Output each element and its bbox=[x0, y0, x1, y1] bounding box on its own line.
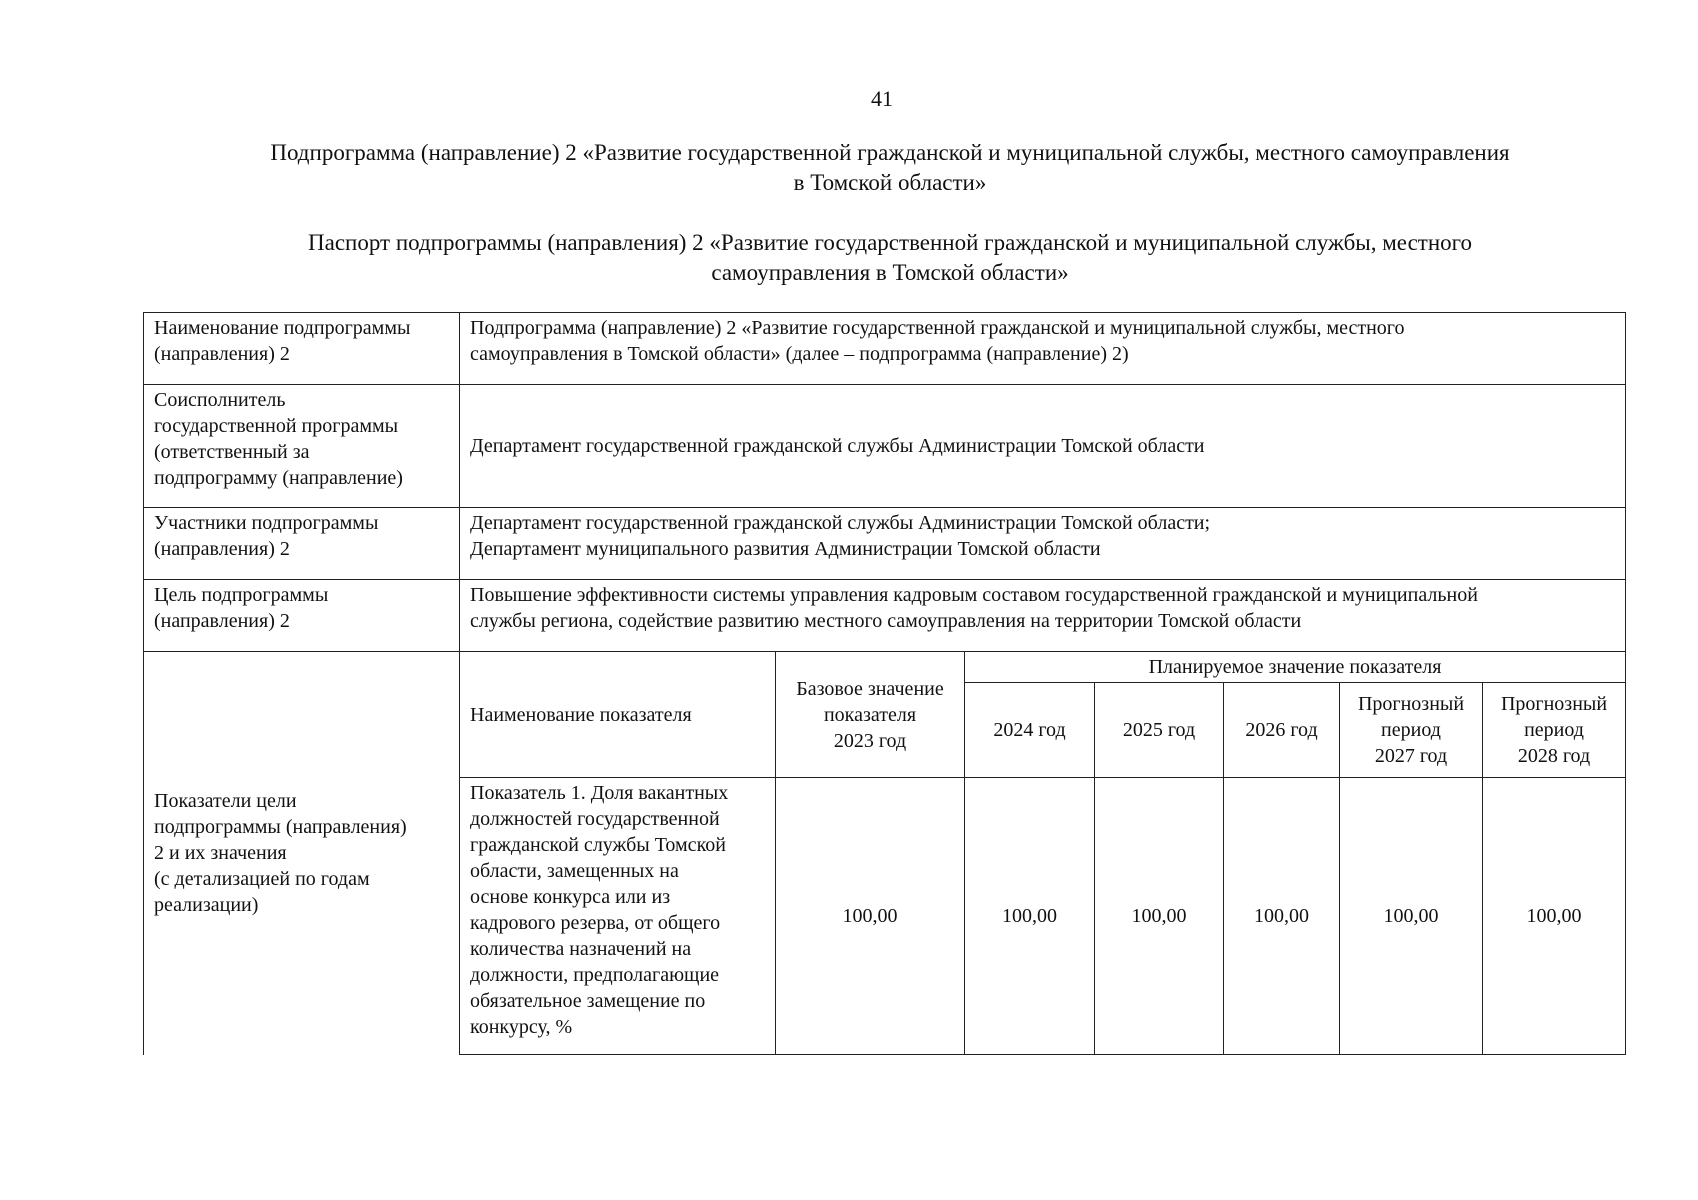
name-label-line: Наименование подпрограммы bbox=[154, 317, 411, 339]
indicator-1-name-line: конкурсу, % bbox=[470, 1016, 573, 1038]
participants-value-cell bbox=[460, 508, 1626, 580]
name-label-line: (направления) 2 bbox=[154, 343, 290, 365]
indicator-1-value-2026: 100,00 bbox=[1224, 778, 1340, 1055]
coexecutor-label-line: подпрограмму (направление) bbox=[154, 467, 403, 489]
passport-title bbox=[150, 228, 1630, 288]
coexecutor-label-line: Соисполнитель bbox=[154, 389, 286, 411]
goal-value-line: службы региона, содействие развитию местного самоуправления на территории Томской области bbox=[470, 610, 1302, 632]
forecast-2028-header-line: Прогнозный bbox=[1500, 693, 1608, 715]
page-number: 41 bbox=[871, 86, 893, 111]
table-row-name bbox=[144, 313, 1626, 385]
goal-label-line: (направления) 2 bbox=[154, 610, 290, 632]
subprogram-heading-line-2: в Томской области» bbox=[793, 170, 987, 195]
forecast-2027-header-line: период bbox=[1381, 719, 1441, 741]
indicator-1-name-line: обязательное замещение по bbox=[470, 990, 706, 1012]
subprogram-heading bbox=[150, 138, 1630, 198]
indicator-1-name-line: должности, предполагающие bbox=[470, 964, 720, 986]
indicator-1-name-line: количества назначений на bbox=[470, 938, 692, 960]
indicator-1-value-2025: 100,00 bbox=[1095, 778, 1224, 1055]
indicators-label-line: Показатели цели bbox=[154, 790, 297, 813]
year-2026-header: 2026 год bbox=[1224, 683, 1340, 778]
coexecutor-label-cell bbox=[144, 385, 460, 508]
table-row-indicators-header bbox=[144, 652, 1626, 683]
passport-title-line-2: самоуправления в Томской области» bbox=[711, 260, 1069, 285]
indicators-label-line: реализации) bbox=[154, 894, 259, 917]
goal-label-cell bbox=[144, 580, 460, 652]
indicators-label-line: (с детализацией по годам bbox=[154, 868, 370, 891]
indicator-1-name-cell bbox=[460, 778, 776, 1055]
indicator-1-value-2027: 100,00 bbox=[1340, 778, 1483, 1055]
indicators-label-line: подпрограммы (направления) bbox=[154, 816, 407, 839]
goal-label-line: Цель подпрограммы bbox=[154, 584, 329, 606]
indicator-1-name-line: кадрового резерва, от общего bbox=[470, 912, 721, 934]
coexecutor-label-line: государственной программы bbox=[154, 415, 399, 437]
forecast-2028-header bbox=[1483, 683, 1626, 778]
indicator-1-name-line: основе конкурса или из bbox=[470, 886, 671, 908]
table-row-participants bbox=[144, 508, 1626, 580]
forecast-2027-header-line: Прогнозный bbox=[1357, 693, 1465, 715]
indicator-name-header: Наименование показателя bbox=[460, 652, 776, 778]
indicator-1-base-value: 100,00 bbox=[776, 778, 965, 1055]
name-value-line: самоуправления в Томской области» (далее – подпрограмма (направление) 2) bbox=[470, 343, 1129, 365]
forecast-2027-header-line: 2027 год bbox=[1374, 745, 1448, 767]
indicators-label-cell bbox=[144, 652, 460, 1055]
year-2024-header: 2024 год bbox=[965, 683, 1095, 778]
base-value-header-line: 2023 год bbox=[833, 729, 907, 752]
participants-label-cell bbox=[144, 508, 460, 580]
base-value-header bbox=[776, 652, 965, 778]
coexecutor-value-cell: Департамент государственной гражданской службы Администрации Томской области bbox=[460, 385, 1626, 508]
participants-value-line: Департамент государственной гражданской службы Администрации Томской области; bbox=[470, 512, 1211, 534]
forecast-2028-header-line: 2028 год bbox=[1517, 745, 1591, 767]
indicator-1-value-2024: 100,00 bbox=[965, 778, 1095, 1055]
name-label-cell bbox=[144, 313, 460, 385]
goal-value-cell bbox=[460, 580, 1626, 652]
indicators-label-line: 2 и их значения bbox=[154, 842, 287, 865]
passport-table bbox=[143, 312, 1626, 1055]
participants-label-line: (направления) 2 bbox=[154, 538, 290, 560]
forecast-2028-header-line: период bbox=[1524, 719, 1584, 741]
indicator-1-name-line: гражданской службы Томской bbox=[470, 834, 726, 856]
planned-value-header: Планируемое значение показателя bbox=[965, 652, 1626, 683]
year-2025-header: 2025 год bbox=[1095, 683, 1224, 778]
indicator-1-value-2028: 100,00 bbox=[1483, 778, 1626, 1055]
base-value-header-line: Базовое значение bbox=[796, 677, 944, 700]
passport-title-line-1: Паспорт подпрограммы (направления) 2 «Развитие государственной гражданской и муниципальной службы, местного bbox=[308, 230, 1472, 255]
name-value-cell bbox=[460, 313, 1626, 385]
indicator-1-name-line: должностей государственной bbox=[470, 808, 720, 830]
participants-value-line: Департамент муниципального развития Администрации Томской области bbox=[470, 538, 1101, 560]
goal-value-line: Повышение эффективности системы управления кадровым составом государственной гражданской и муниципальной bbox=[470, 584, 1478, 606]
indicator-1-name-line: области, замещенных на bbox=[470, 860, 679, 882]
table-row-coexecutor bbox=[144, 385, 1626, 508]
name-value-line: Подпрограмма (направление) 2 «Развитие государственной гражданской и муниципальной службы, местного bbox=[470, 317, 1405, 339]
indicator-1-name-line: Показатель 1. Доля вакантных bbox=[470, 782, 729, 804]
participants-label-line: Участники подпрограммы bbox=[154, 512, 379, 534]
coexecutor-label-line: (ответственный за bbox=[154, 441, 310, 463]
base-value-header-line: показателя bbox=[823, 703, 917, 726]
table-row-goal bbox=[144, 580, 1626, 652]
subprogram-heading-line-1: Подпрограмма (направление) 2 «Развитие государственной гражданской и муниципальной службы, местного самоуправления bbox=[270, 140, 1510, 165]
forecast-2027-header bbox=[1340, 683, 1483, 778]
